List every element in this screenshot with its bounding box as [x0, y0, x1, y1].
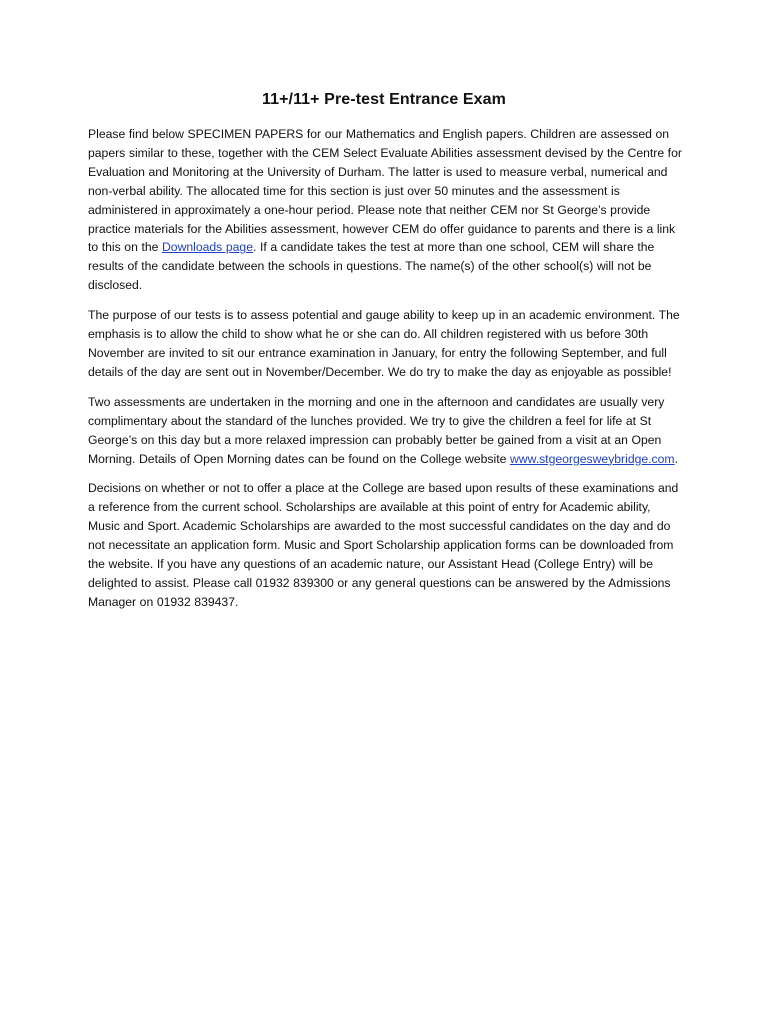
college-website-link[interactable]: www.stgeorgesweybridge.com — [509, 451, 675, 466]
paragraph-3-text-after-link: . — [674, 451, 678, 466]
paragraph-1-text-after-link: . If a candidate takes the test at more than one school, CEM will share the results of the candidate between the schools in questions. The name(s) of the other school(s) will not be disclosed. — [88, 240, 655, 293]
paragraph-specimen-papers — [88, 125, 682, 295]
paragraph-assessments-day — [88, 393, 682, 469]
paragraph-3-text-before-link: Two assessments are undertaken in the morning and one in the afternoon and candidates are usually very complimentary about the standard of the lunches provided. We try to give the children a feel for life at St George’s on this day but a more relaxed impression can probably better be gained from a visit at an Open Morning. Details of Open Morning dates can be found on the College website — [88, 394, 665, 466]
downloads-page-link[interactable]: Downloads page — [161, 240, 253, 255]
document-body — [88, 125, 682, 623]
paragraph-1-text-before-link: Please find below SPECIMEN PAPERS for our Mathematics and English papers. Children are assessed on papers similar to these, together with the CEM Select Evaluate Abilities assessment devised by the Centre for Evaluation and Monitoring at the University of Durham. The latter is used to measure verbal, numerical and non-verbal ability. The allocated time for this section is just over 50 minutes and the assessment is administered in approximately a one-hour period. Please note that neither CEM nor St George’s provide practice materials for the Abilities assessment, however CEM do offer guidance to parents and there is a link to this on the — [88, 127, 682, 255]
page-title: 11+/11+ Pre-test Entrance Exam — [261, 91, 507, 108]
paragraph-purpose-of-tests: The purpose of our tests is to assess potential and gauge ability to keep up in an academic environment. The emphasis is to allow the child to show what he or she can do. All children registered with us before 30th November are invited to sit our entrance examination in January, for entry the following September, and full details of the day are sent out in November/December. We do try to make the day as enjoyable as possible! — [88, 308, 680, 379]
paragraph-decisions-scholarships: Decisions on whether or not to offer a place at the College are based upon results of these examinations and a reference from the current school. Scholarships are available at this point of entry for Academic ability, Music and Sport. Academic Scholarships are awarded to the most successful candidates on the day and do not necessitate an application form. Music and Sport Scholarship application forms can be downloaded from the website. If you have any questions of an academic nature, our Assistant Head (College Entry) will be delighted to assist. Please call 01932 839300 or any general questions can be answered by the Admissions Manager on 01932 839437. — [88, 481, 679, 609]
